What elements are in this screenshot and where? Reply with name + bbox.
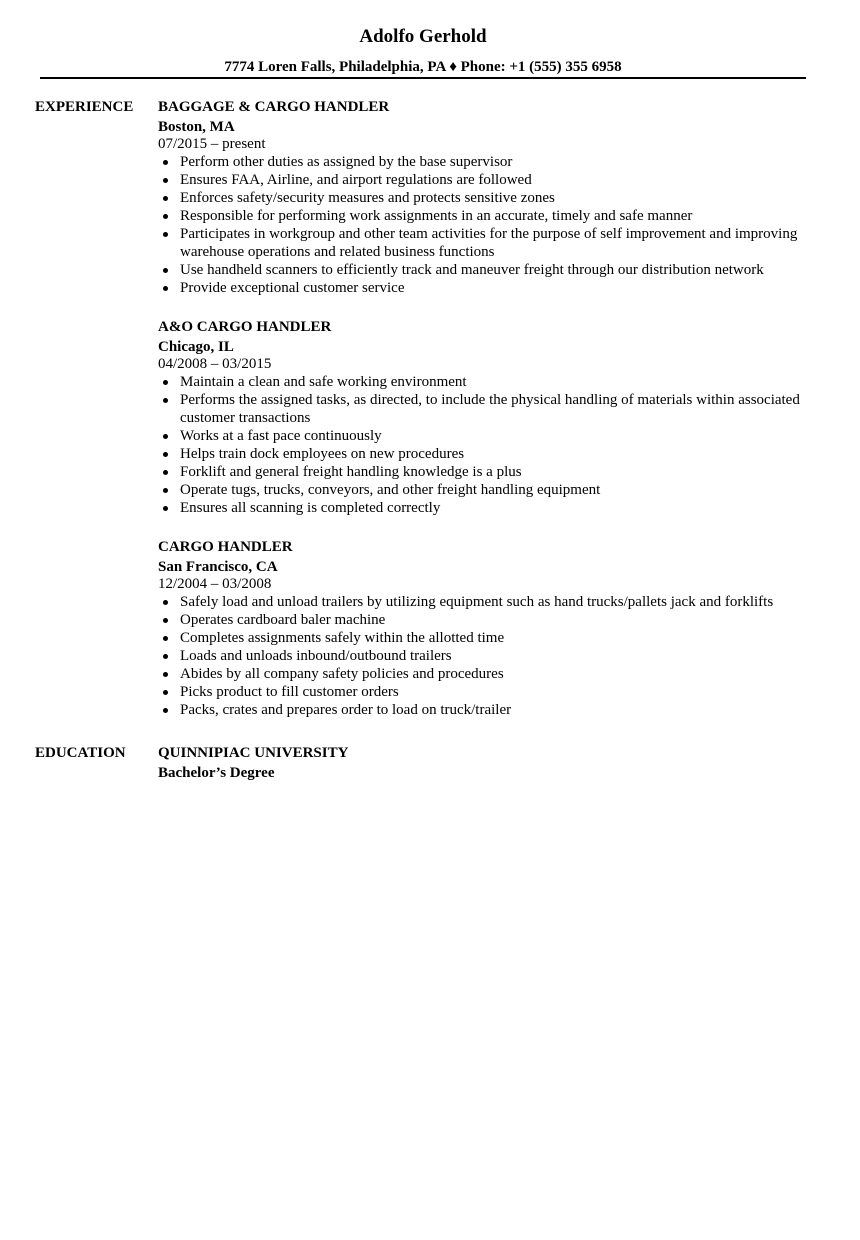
header-divider (40, 77, 806, 79)
contact-line: 7774 Loren Falls, Philadelphia, PA ♦ Phone: +1 (555) 355 6958 (224, 59, 622, 75)
job-bullet-text: Maintain a clean and safe working environment (180, 374, 467, 390)
job-bullet (158, 373, 818, 391)
job-bullet-text: Operate tugs, trucks, conveyors, and other freight handling equipment (180, 482, 601, 498)
job-bullet-text: Forklift and general freight handling knowledge is a plus (180, 464, 522, 480)
bullet-dot-icon (163, 214, 168, 219)
bullet-dot-icon (163, 618, 168, 623)
bullet-dot-icon (163, 232, 168, 237)
job-bullet-text: Loads and unloads inbound/outbound trailers (180, 648, 452, 664)
job-bullet-text: Ensures FAA, Airline, and airport regulations are followed (180, 172, 532, 188)
bullet-dot-icon (163, 636, 168, 641)
job-bullet (158, 427, 818, 445)
job-bullet-text: Completes assignments safely within the allotted time (180, 630, 505, 646)
bullet-dot-icon (163, 452, 168, 457)
job-bullet (158, 391, 818, 427)
job-location: San Francisco, CA (158, 559, 278, 575)
bullet-dot-icon (163, 160, 168, 165)
job-bullet (158, 153, 818, 171)
job-bullet (158, 279, 818, 297)
degree: Bachelor’s Degree (158, 765, 275, 781)
job-bullet (158, 629, 818, 647)
job-bullet-text: Use handheld scanners to efficiently track and maneuver freight through our distribution network (180, 262, 764, 278)
bullet-dot-icon (163, 708, 168, 713)
job-entry (158, 98, 818, 297)
job-bullet (158, 683, 818, 701)
job-title: A&O CARGO HANDLER (158, 319, 332, 335)
job-title: BAGGAGE & CARGO HANDLER (158, 99, 390, 115)
job-bullet-text: Perform other duties as assigned by the base supervisor (180, 154, 513, 170)
education-entry (158, 744, 818, 782)
job-bullet-text: Provide exceptional customer service (180, 280, 405, 296)
job-dates: 04/2008 – 03/2015 (158, 356, 272, 372)
bullet-dot-icon (163, 654, 168, 659)
bullet-dot-icon (163, 470, 168, 475)
job-bullet (158, 463, 818, 481)
job-bullet-text: Ensures all scanning is completed correctly (180, 500, 441, 516)
job-bullet-text: Abides by all company safety policies and procedures (180, 666, 504, 682)
job-bullet (158, 647, 818, 665)
bullet-dot-icon (163, 196, 168, 201)
job-bullet-text: Performs the assigned tasks, as directed, to include the physical handling of materials within associated customer transactions (180, 392, 800, 426)
job-bullet-text: Works at a fast pace continuously (180, 428, 382, 444)
job-entry (158, 538, 818, 719)
job-bullet (158, 225, 818, 261)
job-location: Boston, MA (158, 119, 235, 135)
job-bullet (158, 499, 818, 517)
bullet-dot-icon (163, 178, 168, 183)
job-dates: 12/2004 – 03/2008 (158, 576, 272, 592)
bullet-dot-icon (163, 268, 168, 273)
section-label-experience: EXPERIENCE (35, 99, 134, 115)
job-bullet (158, 207, 818, 225)
bullet-dot-icon (163, 286, 168, 291)
job-bullet-list (158, 373, 818, 517)
job-bullet-text: Responsible for performing work assignments in an accurate, timely and safe manner (180, 208, 693, 224)
bullet-dot-icon (163, 506, 168, 511)
bullet-dot-icon (163, 434, 168, 439)
job-bullet (158, 701, 818, 719)
job-bullet (158, 481, 818, 499)
bullet-dot-icon (163, 690, 168, 695)
section-label-education: EDUCATION (35, 745, 126, 761)
job-bullet-list (158, 593, 818, 719)
job-entry (158, 318, 818, 517)
job-bullet-text: Operates cardboard baler machine (180, 612, 386, 628)
job-bullet (158, 593, 818, 611)
job-bullet (158, 445, 818, 463)
bullet-dot-icon (163, 672, 168, 677)
job-dates: 07/2015 – present (158, 136, 266, 152)
job-bullet (158, 261, 818, 279)
job-bullet (158, 189, 818, 207)
job-bullet-text: Helps train dock employees on new procedures (180, 446, 465, 462)
job-title: CARGO HANDLER (158, 539, 293, 555)
job-bullet-text: Participates in workgroup and other team activities for the purpose of self improvement and improving warehouse operations and related business functions (180, 226, 798, 260)
bullet-dot-icon (163, 380, 168, 385)
candidate-name: Adolfo Gerhold (359, 26, 487, 47)
bullet-dot-icon (163, 600, 168, 605)
job-bullet-text: Picks product to fill customer orders (180, 684, 399, 700)
job-location: Chicago, IL (158, 339, 234, 355)
school-name: QUINNIPIAC UNIVERSITY (158, 745, 349, 761)
job-bullet (158, 665, 818, 683)
job-bullet-text: Packs, crates and prepares order to load on truck/trailer (180, 702, 512, 718)
job-bullet-text: Enforces safety/security measures and protects sensitive zones (180, 190, 555, 206)
bullet-dot-icon (163, 398, 168, 403)
job-bullet-text: Safely load and unload trailers by utilizing equipment such as hand trucks/pallets jack and forklifts (180, 594, 774, 610)
job-bullet-list (158, 153, 818, 297)
bullet-dot-icon (163, 488, 168, 493)
job-bullet (158, 611, 818, 629)
job-bullet (158, 171, 818, 189)
